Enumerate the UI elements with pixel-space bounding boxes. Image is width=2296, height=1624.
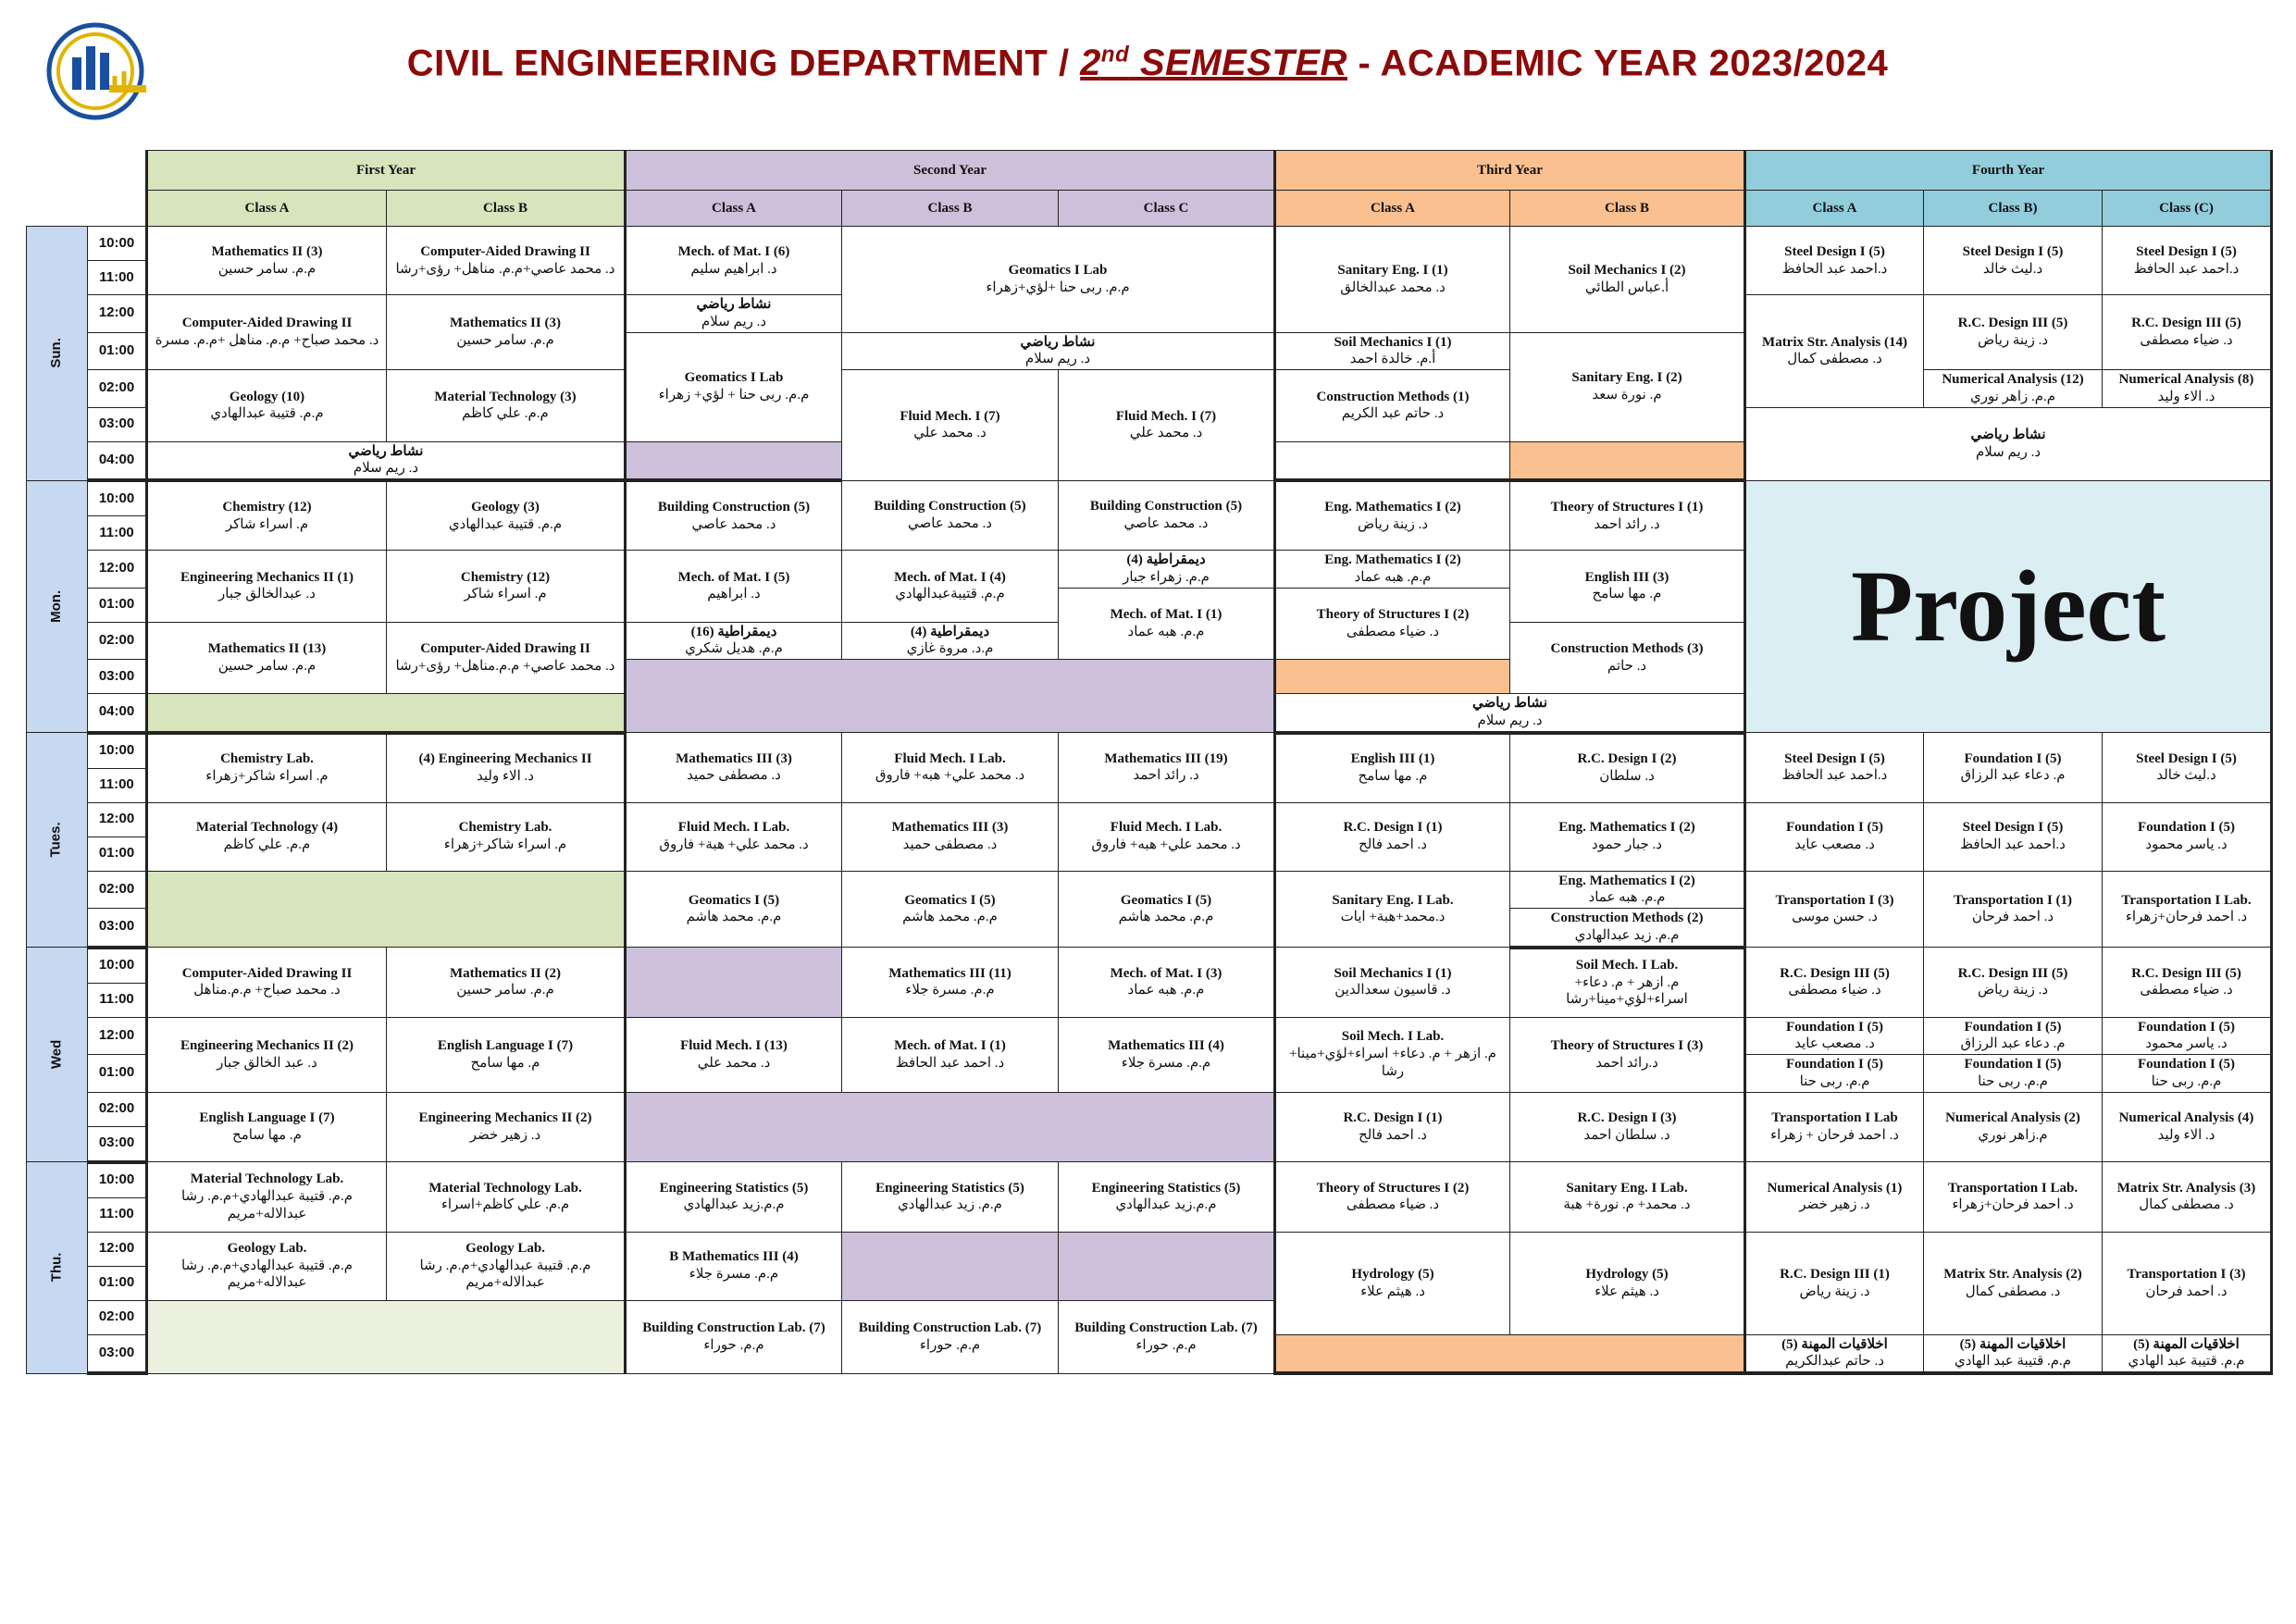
- day-wednesday: Wed: [27, 948, 88, 1162]
- class-header-y4-c: Class (C): [2103, 191, 2272, 227]
- course-cell: Mathematics II (3) م.م. سامر حسين: [147, 227, 387, 295]
- empty-cell: [1059, 1232, 1275, 1300]
- course-cell: Geology Lab. م.م. قتيبة عبدالهادي+م.م. رشا عبدالاله+مريم: [387, 1232, 626, 1300]
- course-cell: Sanitary Eng. I (1) د. محمد عبدالخالق: [1275, 227, 1510, 333]
- course-cell: Eng. Mathematics I (2) د. جبار حمود: [1510, 802, 1745, 871]
- day-sunday: Sun.: [27, 227, 88, 481]
- class-header-y1-a: Class A: [147, 191, 387, 227]
- course-cell: R.C. Design III (5) د. زينة رياض: [1924, 948, 2103, 1018]
- class-header-y1-b: Class B: [387, 191, 626, 227]
- empty-cell: [626, 1092, 1275, 1162]
- course-cell: Steel Design I (5) د.احمد عبد الحافظ: [1745, 227, 1924, 295]
- course-cell: Engineering Statistics (5) م.م.زيد عبدالهادي: [1059, 1162, 1275, 1233]
- course-cell: Fluid Mech. I (7) د. محمد علي: [1059, 370, 1275, 481]
- page-title: [185, 43, 2110, 107]
- course-cell: Soil Mechanics I (1) د. قاسيون سعدالدين: [1275, 948, 1510, 1018]
- course-cell: Computer-Aided Drawing II د. محمد عاصي+م.م. مناهل+ رؤى+رشا: [387, 227, 626, 295]
- time-slot: 11:00: [88, 768, 147, 802]
- activity-cell: نشاط رياضي د. ريم سلام: [147, 441, 626, 480]
- course-cell: Mech. of Mat. I (1) م.م. هبه عماد: [1059, 588, 1275, 660]
- year-header-first: First Year: [147, 151, 626, 191]
- year-header-fourth: Fourth Year: [1745, 151, 2272, 191]
- course-cell: R.C. Design I (1) د. احمد فالح: [1275, 802, 1510, 871]
- activity-cell: نشاط رياضي د. ريم سلام: [626, 295, 842, 333]
- course-cell: Hydrology (5) د. هيثم علاء: [1510, 1232, 1745, 1334]
- activity-cell: نشاط رياضي د. ريم سلام: [842, 332, 1275, 370]
- corner-cell: [27, 151, 147, 227]
- empty-cell: [147, 871, 626, 948]
- course-cell: Fluid Mech. I Lab. د. محمد علي+ هبه+ فاروق: [1059, 802, 1275, 871]
- course-cell: Mathematics II (3) م.م. سامر حسين: [387, 295, 626, 370]
- course-cell: Fluid Mech. I (7) د. محمد علي: [842, 370, 1059, 481]
- course-cell: Mech. of Mat. I (4) م.م. قتيبةعبدالهادي: [842, 551, 1059, 623]
- course-cell: Engineering Statistics (5) م.م.زيد عبدالهادي: [626, 1162, 842, 1233]
- course-cell: Building Construction (5) د. محمد عاصي: [1059, 480, 1275, 551]
- course-cell: Computer-Aided Drawing II د. محمد عاصي+ م.م.مناهل+ رؤى+رشا: [387, 622, 626, 694]
- course-cell: Building Construction Lab. (7) م.م. حوراء: [626, 1300, 842, 1373]
- course-cell: Engineering Statistics (5) م.م. زيد عبدالهادي: [842, 1162, 1059, 1233]
- course-cell: Chemistry Lab. م. اسراء شاكر+زهراء: [387, 802, 626, 871]
- course-cell: Matrix Str. Analysis (3) د. مصطفى كمال: [2103, 1162, 2272, 1233]
- course-cell: Steel Design I (5) د.ليث خالد: [2103, 733, 2272, 803]
- course-cell: Mech. of Mat. I (6) د. ابراهيم سليم: [626, 227, 842, 295]
- year-header-third: Third Year: [1275, 151, 1745, 191]
- course-cell: Chemistry (12) م. اسراء شاكر: [387, 551, 626, 623]
- course-cell: Foundation I (5) م.م. ربى حنا: [1924, 1055, 2103, 1093]
- course-cell: R.C. Design I (2) د. سلطان: [1510, 733, 1745, 803]
- course-cell: Building Construction Lab. (7) م.م. حوراء: [842, 1300, 1059, 1373]
- year-header-second: Second Year: [626, 151, 1275, 191]
- course-cell: Numerical Analysis (2) م.زاهر نوري: [1924, 1092, 2103, 1162]
- course-cell: Steel Design I (5) د.احمد عبد الحافظ: [1924, 802, 2103, 871]
- course-cell: Engineering Mechanics II (2) د. زهير خضر: [387, 1092, 626, 1162]
- time-slot: 01:00: [88, 588, 147, 622]
- empty-cell: [147, 1300, 626, 1373]
- course-cell: Mathematics II (2) م.م. سامر حسين: [387, 948, 626, 1018]
- class-header-y2-b: Class B: [842, 191, 1059, 227]
- course-cell: Foundation I (5) د. مصعب عايد: [1745, 1017, 1924, 1055]
- day-thursday: Thu.: [27, 1162, 88, 1374]
- course-cell: Numerical Analysis (1) د. زهير خضر: [1745, 1162, 1924, 1233]
- course-cell: English III (3) م. مها سامح: [1510, 551, 1745, 623]
- course-cell: Theory of Structures I (2) د. ضياء مصطفى: [1275, 588, 1510, 660]
- time-slot: 02:00: [88, 370, 147, 408]
- course-cell: Steel Design I (5) د.احمد عبد الحافظ: [1745, 733, 1924, 803]
- course-cell: Foundation I (5) م. دعاء عبد الرزاق: [1924, 733, 2103, 803]
- time-slot: 12:00: [88, 1232, 147, 1266]
- class-header-y2-c: Class C: [1059, 191, 1275, 227]
- timetable: [26, 150, 2273, 1375]
- course-cell: Material Technology (3) م.م. علي كاظم: [387, 370, 626, 442]
- course-cell: اخلاقيات المهنة (5) د. حاتم عبدالكريم: [1745, 1334, 1924, 1373]
- course-cell: اخلاقيات المهنة (5) م.م. قتيبة عبد الهادي: [2103, 1334, 2272, 1373]
- course-cell: Geomatics I (5) م.م. محمد هاشم: [626, 871, 842, 948]
- time-slot: 04:00: [88, 441, 147, 480]
- class-header-y3-a: Class A: [1275, 191, 1510, 227]
- time-slot: 02:00: [88, 1092, 147, 1126]
- course-cell: Steel Design I (5) د.احمد عبد الحافظ: [2103, 227, 2272, 295]
- course-cell: Soil Mech. I Lab. م. ازهر + م. دعاء+ اسراء+لؤي+مينا+رشا: [1510, 948, 1745, 1018]
- course-cell: Geology (3) م.م. قتيبة عبدالهادي: [387, 480, 626, 551]
- time-slot: 03:00: [88, 1126, 147, 1162]
- activity-cell: نشاط رياضي د. ريم سلام: [1745, 407, 2272, 480]
- time-slot: 02:00: [88, 622, 147, 660]
- course-cell: Engineering Mechanics II (1) د. عبدالخالق جبار: [147, 551, 387, 623]
- time-slot: 10:00: [88, 480, 147, 516]
- course-cell: Chemistry (12) م. اسراء شاكر: [147, 480, 387, 551]
- course-cell: Mathematics III (3) د. مصطفى حميد: [842, 802, 1059, 871]
- course-cell: Mathematics III (4) م.م. مسرة جلاء: [1059, 1017, 1275, 1092]
- empty-cell: [1275, 660, 1510, 694]
- course-cell: R.C. Design III (5) د. ضياء مصطفى: [2103, 295, 2272, 370]
- course-cell: Numerical Analysis (8) د. الاء وليد: [2103, 370, 2272, 408]
- course-cell: Soil Mechanics I (1) أ.م. خالدة احمد: [1275, 332, 1510, 370]
- class-header-y2-a: Class A: [626, 191, 842, 227]
- time-slot: 10:00: [88, 948, 147, 984]
- semester-word: SEMESTER: [1129, 43, 1347, 84]
- course-cell: English Language I (7) م. مها سامح: [387, 1017, 626, 1092]
- time-slot: 12:00: [88, 1017, 147, 1055]
- course-cell: Construction Methods (2) م.م. زيد عبدالهادي: [1510, 909, 1745, 948]
- course-cell: Transportation I Lab. د. احمد فرحان+زهراء: [2103, 871, 2272, 948]
- course-cell: Foundation I (5) د. مصعب عايد: [1745, 802, 1924, 871]
- course-cell: R.C. Design I (1) د. احمد فالح: [1275, 1092, 1510, 1162]
- time-slot: 03:00: [88, 407, 147, 441]
- time-slot: 03:00: [88, 1334, 147, 1373]
- course-cell: Mech. of Mat. I (5) د. ابراهيم: [626, 551, 842, 623]
- time-slot: 11:00: [88, 983, 147, 1017]
- course-cell: Sanitary Eng. I (2) م. نورة سعد: [1510, 332, 1745, 441]
- empty-cell: [1275, 441, 1510, 480]
- course-cell: R.C. Design I (3) د. سلطان احمد: [1510, 1092, 1745, 1162]
- course-cell: Computer-Aided Drawing II د. محمد صباح+ م.م.مناهل: [147, 948, 387, 1018]
- course-cell: Eng. Mathematics I (2) د. زينة رياض: [1275, 480, 1510, 551]
- course-cell: Soil Mech. I Lab. م. ازهر + م. دعاء+ اسراء+لؤي+مينا+ رشا: [1275, 1017, 1510, 1092]
- title-part1: CIVIL ENGINEERING DEPARTMENT /: [406, 43, 1081, 84]
- time-slot: 11:00: [88, 1197, 147, 1232]
- course-cell: R.C. Design III (5) د. ضياء مصطفى: [2103, 948, 2272, 1018]
- time-slot: 02:00: [88, 871, 147, 909]
- course-cell: Geomatics I Lab م.م. ربى حنا + لؤي+ زهراء: [626, 332, 842, 441]
- course-cell: ديمقراطية (4) م.د. مروة غازي: [842, 622, 1059, 660]
- course-cell: Theory of Structures I (1) د. رائد احمد: [1510, 480, 1745, 551]
- course-cell: Transportation I Lab. د. احمد فرحان+زهراء: [1924, 1162, 2103, 1233]
- day-monday: Mon.: [27, 480, 88, 733]
- empty-cell: [626, 948, 842, 1018]
- course-cell: Numerical Analysis (12) م.م. زاهر نوري: [1924, 370, 2103, 408]
- activity-cell: نشاط رياضي د. ريم سلام: [1275, 694, 1745, 733]
- class-header-y4-b: Class B): [1924, 191, 2103, 227]
- course-cell: Eng. Mathematics I (2) م.م. هبه عماد: [1510, 871, 1745, 909]
- empty-cell: [626, 660, 1275, 733]
- course-cell: Fluid Mech. I Lab. د. محمد علي+ هبة+ فاروق: [626, 802, 842, 871]
- course-cell: Foundation I (5) د. ياسر محمود: [2103, 802, 2272, 871]
- course-cell: English Language I (7) م. مها سامح: [147, 1092, 387, 1162]
- time-slot: 01:00: [88, 1266, 147, 1300]
- course-cell: Matrix Str. Analysis (2) د. مصطفى كمال: [1924, 1232, 2103, 1334]
- course-cell: Computer-Aided Drawing II د. محمد صباح+ م.م. مناهل +م.م. مسرة: [147, 295, 387, 370]
- course-cell: Engineering Mechanics II (2) د. عبد الخالق جبار: [147, 1017, 387, 1092]
- course-cell: Foundation I (5) م. دعاء عبد الرزاق: [1924, 1017, 2103, 1055]
- course-cell: Building Construction Lab. (7) م.م. حوراء: [1059, 1300, 1275, 1373]
- course-cell: Steel Design I (5) د.ليث خالد: [1924, 227, 2103, 295]
- course-cell: Fluid Mech. I (13) د. محمد علي: [626, 1017, 842, 1092]
- empty-cell: [626, 441, 842, 480]
- class-header-y3-b: Class B: [1510, 191, 1745, 227]
- department-logo: [44, 20, 154, 122]
- course-cell: Mathematics II (13) م.م. سامر حسين: [147, 622, 387, 694]
- time-slot: 10:00: [88, 227, 147, 261]
- course-cell: Geology Lab. م.م. قتيبة عبدالهادي+م.م. رشا عبدالاله+مريم: [147, 1232, 387, 1300]
- time-slot: 12:00: [88, 295, 147, 333]
- course-cell: Sanitary Eng. I Lab. د.محمد+هبة+ ايات: [1275, 871, 1510, 948]
- empty-cell: [1275, 1334, 1745, 1373]
- course-cell: Mech. of Mat. I (3) م.م. هبه عماد: [1059, 948, 1275, 1018]
- course-cell: Foundation I (5) م.م. ربى حنا: [2103, 1055, 2272, 1093]
- semester-number: 2: [1080, 43, 1101, 84]
- course-cell: Transportation I (3) د. احمد فرحان: [2103, 1232, 2272, 1334]
- course-cell: Building Construction (5) د. محمد عاصي: [842, 480, 1059, 551]
- course-cell: Sanitary Eng. I Lab. د. محمد+ م. نورة+ هبة: [1510, 1162, 1745, 1233]
- course-cell: Fluid Mech. I Lab. د. محمد علي+ هبه+ فاروق: [842, 733, 1059, 803]
- empty-cell: [147, 694, 626, 733]
- time-slot: 10:00: [88, 1162, 147, 1198]
- course-cell: R.C. Design III (5) د. ضياء مصطفى: [1745, 948, 1924, 1018]
- course-cell: Material Technology Lab. م.م. علي كاظم+اسراء: [387, 1162, 626, 1233]
- course-cell: Foundation I (5) د. ياسر محمود: [2103, 1017, 2272, 1055]
- time-slot: 10:00: [88, 733, 147, 769]
- course-cell: Mech. of Mat. I (1) د. احمد عبد الحافظ: [842, 1017, 1059, 1092]
- course-cell: Geomatics I (5) م.م. محمد هاشم: [1059, 871, 1275, 948]
- course-cell: Geomatics I Lab م.م. ربى حنا +لؤي+زهراء: [842, 227, 1275, 333]
- course-cell: Theory of Structures I (2) د. ضياء مصطفى: [1275, 1162, 1510, 1233]
- course-cell: ديمقراطية (4) م.م. زهراء جبار: [1059, 551, 1275, 589]
- course-cell: Material Technology (4) م.م. علي كاظم: [147, 802, 387, 871]
- project-block: Project: [1745, 480, 2272, 733]
- course-cell: Theory of Structures I (3) د.رائد احمد: [1510, 1017, 1745, 1092]
- time-slot: 01:00: [88, 332, 147, 370]
- time-slot: 03:00: [88, 660, 147, 694]
- course-cell: Material Technology Lab. م.م. قتيبة عبدالهادي+م.م. رشا عبدالاله+مريم: [147, 1162, 387, 1233]
- course-cell: Construction Methods (3) د. حاتم: [1510, 622, 1745, 694]
- semester-suffix: nd: [1100, 43, 1130, 68]
- title-part2: - ACADEMIC YEAR 2023/2024: [1347, 43, 1889, 84]
- course-cell: اخلاقيات المهنة (5) م.م. قتيبة عبد الهادي: [1924, 1334, 2103, 1373]
- course-cell: Numerical Analysis (4) د. الاء وليد: [2103, 1092, 2272, 1162]
- course-cell: ديمقراطية (16) م.م. هديل شكري: [626, 622, 842, 660]
- time-slot: 01:00: [88, 837, 147, 871]
- course-cell: Geology (10) م.م. قتيبة عبدالهادي: [147, 370, 387, 442]
- semester-label: [1080, 43, 1347, 83]
- course-cell: Hydrology (5) د. هيثم علاء: [1275, 1232, 1510, 1334]
- course-cell: B Mathematics III (4) م.م. مسرة جلاء: [626, 1232, 842, 1300]
- course-cell: English III (1) م. مها سامح: [1275, 733, 1510, 803]
- empty-cell: [842, 1232, 1059, 1300]
- course-cell: Chemistry Lab. م. اسراء شاكر+زهراء: [147, 733, 387, 803]
- time-slot: 03:00: [88, 909, 147, 948]
- course-cell: Mathematics III (11) م.م. مسرة جلاء: [842, 948, 1059, 1018]
- time-slot: 02:00: [88, 1300, 147, 1334]
- time-slot: 01:00: [88, 1055, 147, 1093]
- course-cell: Mathematics III (3) د. مصطفى حميد: [626, 733, 842, 803]
- class-header-y4-a: Class A: [1745, 191, 1924, 227]
- course-cell: Geomatics I (5) م.م. محمد هاشم: [842, 871, 1059, 948]
- time-slot: 11:00: [88, 261, 147, 295]
- course-cell: Foundation I (5) م.م. ربى حنا: [1745, 1055, 1924, 1093]
- course-cell: R.C. Design III (1) د. زينة رياض: [1745, 1232, 1924, 1334]
- empty-cell: [1510, 441, 1745, 480]
- time-slot: 11:00: [88, 516, 147, 551]
- course-cell: Soil Mechanics I (2) أ.عباس الطائي: [1510, 227, 1745, 333]
- time-slot: 12:00: [88, 802, 147, 837]
- day-tuesday: Tues.: [27, 733, 88, 948]
- course-cell: R.C. Design III (5) د. زينة رياض: [1924, 295, 2103, 370]
- course-cell: (4) Engineering Mechanics II د. الاء وليد: [387, 733, 626, 803]
- course-cell: Mathematics III (19) د. رائد احمد: [1059, 733, 1275, 803]
- course-cell: Construction Methods (1) د. حاتم عبد الكريم: [1275, 370, 1510, 442]
- course-cell: Matrix Str. Analysis (14) د. مصطفى كمال: [1745, 295, 1924, 408]
- course-cell: Transportation I (3) د. حسن موسى: [1745, 871, 1924, 948]
- course-cell: Transportation I (1) د. احمد فرحان: [1924, 871, 2103, 948]
- course-cell: Building Construction (5) د. محمد عاصي: [626, 480, 842, 551]
- time-slot: 12:00: [88, 551, 147, 589]
- time-slot: 04:00: [88, 694, 147, 733]
- course-cell: Transportation I Lab د. احمد فرحان + زهراء: [1745, 1092, 1924, 1162]
- course-cell: Eng. Mathematics I (2) م.م. هبه عماد: [1275, 551, 1510, 589]
